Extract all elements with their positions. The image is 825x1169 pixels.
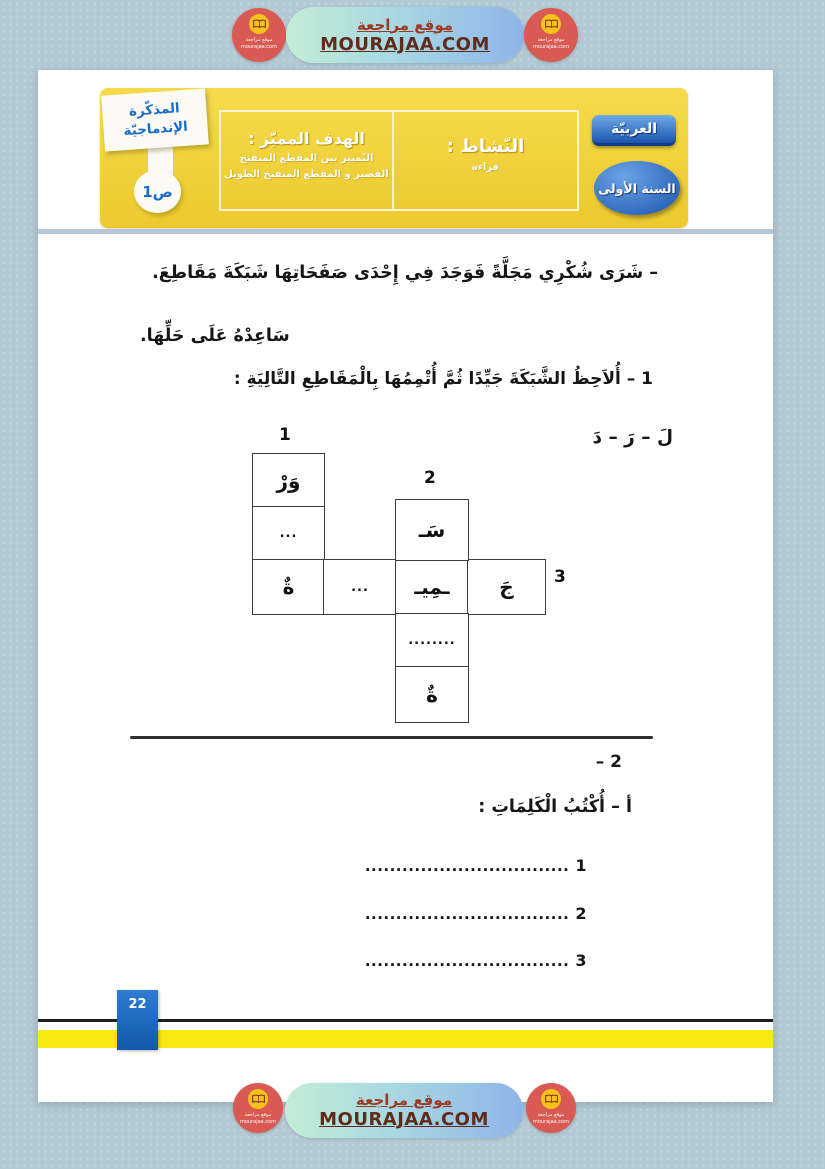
objective-box xyxy=(219,110,579,211)
book-icon xyxy=(541,14,561,34)
syllable-bank: لَ – رَ – دَ xyxy=(592,427,673,448)
answer-line-3[interactable] xyxy=(365,951,587,970)
year-badge: السنة الأولى xyxy=(594,161,680,215)
answer-dots[interactable]: ................................. xyxy=(364,952,570,970)
memo-page-badge: ص1 xyxy=(134,170,181,213)
answer-dots[interactable]: ................................. xyxy=(364,905,570,923)
logo-caption: موقع مراجعة mourajaa.com xyxy=(532,1112,569,1125)
memo-title: المذكّرة الإندماجيّة xyxy=(101,88,209,151)
site-logo-top-left xyxy=(232,8,286,62)
grid-cell-col2-blank[interactable]: ........ xyxy=(395,613,469,668)
answer-number: 1 xyxy=(575,856,587,875)
site-name-arabic: موقع مراجعة xyxy=(356,15,454,34)
grid-cell-col1-row1: وَرْ xyxy=(252,453,325,508)
answer-number: 3 xyxy=(575,951,587,970)
intro-sentence-2: سَاعِدْهُ عَلَى حَلِّهَا. xyxy=(140,326,290,346)
grid-label-1: 1 xyxy=(279,425,291,445)
site-domain: MOURAJAA.COM xyxy=(319,1109,489,1130)
answer-dots[interactable]: ................................. xyxy=(364,857,570,875)
book-icon xyxy=(248,1089,268,1109)
activity-value: قراءة xyxy=(471,162,500,173)
logo-caption: موقع مراجعة mourajaa.com xyxy=(240,37,277,50)
grid-cell-col2-top: سَـ xyxy=(395,499,469,561)
logo-caption: موقع مراجعة mourajaa.com xyxy=(532,37,569,50)
goal-description: التّمييز بين المقطع المنفتح القصير و المقطع المنفتح الطويل xyxy=(224,153,389,180)
section-separator xyxy=(130,736,653,739)
site-logo-bottom-left xyxy=(233,1083,283,1133)
answer-number: 2 xyxy=(575,904,587,923)
task-2-number: – 2 xyxy=(595,752,622,772)
answer-line-2[interactable] xyxy=(365,904,587,923)
header-divider xyxy=(38,229,773,234)
answer-line-1[interactable] xyxy=(365,856,587,875)
grid-cell-col1-row2-blank[interactable]: ... xyxy=(252,506,325,561)
intro-sentence: – شَرَى شُكْرِي مَجَلَّةً فَوَجَدَ فِي إِحْدَى صَفَحَاتِهَا شَبَكَةَ مَقَاطِعَ. xyxy=(152,263,658,283)
grid-cell-col2-bottom: ةٌ xyxy=(395,666,469,723)
site-name-arabic: موقع مراجعة xyxy=(355,1091,453,1109)
site-domain: MOURAJAA.COM xyxy=(320,33,490,55)
activity-title: النّشاط : xyxy=(446,136,525,157)
activity-cell xyxy=(394,112,577,209)
site-banner-bottom xyxy=(285,1083,523,1138)
page-number-badge: 22 xyxy=(117,990,158,1050)
goal-cell xyxy=(221,112,394,209)
grid-cell-row3-blank[interactable]: ... xyxy=(323,559,397,615)
task-2a-instruction: أ – أُكْتُبُ الْكَلِمَاتِ : xyxy=(478,797,632,817)
grid-cell-col1-row3: ةٌ xyxy=(252,559,325,615)
book-icon xyxy=(541,1089,561,1109)
logo-caption: موقع مراجعة mourajaa.com xyxy=(239,1112,276,1125)
grid-cell-row3-right: جَ xyxy=(467,559,546,615)
goal-title: الهدف المميّز : xyxy=(248,129,365,148)
grid-label-2: 2 xyxy=(424,468,436,488)
site-logo-bottom-right xyxy=(526,1083,576,1133)
grid-label-3: 3 xyxy=(554,567,566,587)
site-banner-top xyxy=(286,7,524,63)
subject-badge: العربيّة xyxy=(592,115,676,146)
site-logo-top-right xyxy=(524,8,578,62)
task-1-instruction: 1 – أُلاَحِظُ الشَّبَكَةَ جَيِّدًا ثُمَّ أُتْمِمُهَا بِالْمَقَاطِعِ التَّالِيَةِ : xyxy=(233,369,653,389)
grid-cell-row3-mid: ـمِيـ xyxy=(395,559,469,615)
book-icon xyxy=(249,14,269,34)
